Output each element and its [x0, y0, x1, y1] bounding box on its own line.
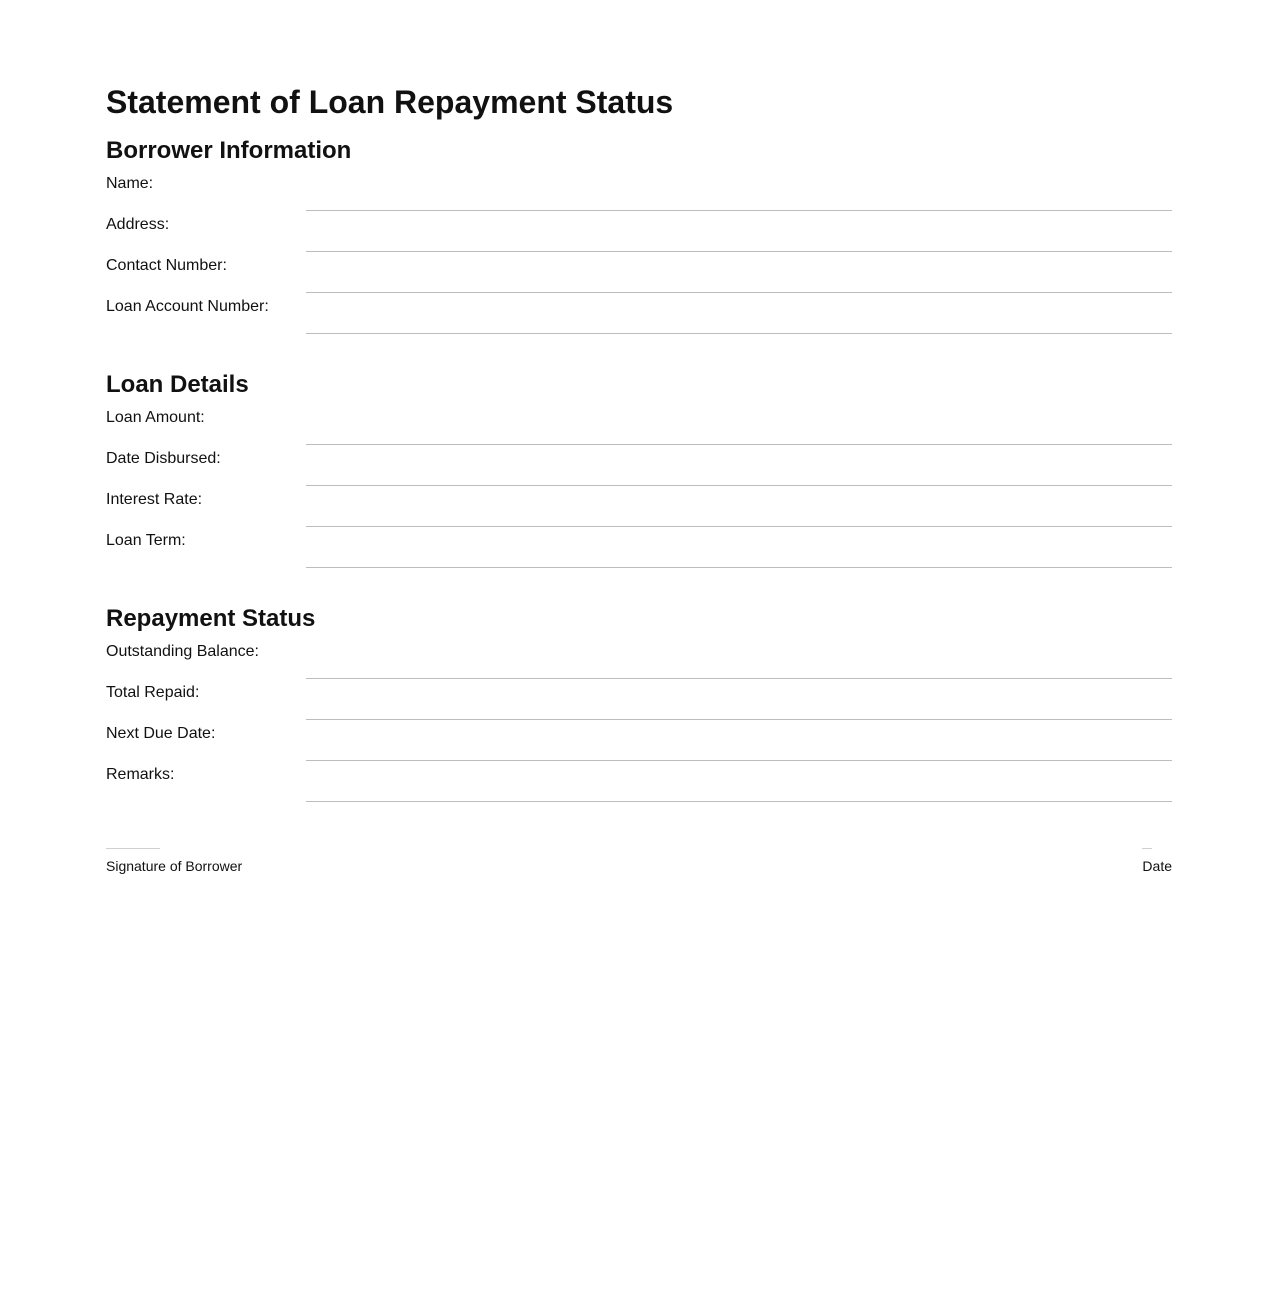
signature-line[interactable]: [106, 848, 160, 849]
remarks-field[interactable]: [306, 785, 1172, 802]
field-row-date-disbursed: [106, 446, 1172, 487]
field-row-next-due-date: [106, 721, 1172, 762]
document-title: Statement of Loan Repayment Status: [106, 84, 674, 120]
date-line[interactable]: [1142, 848, 1152, 849]
field-row-contact-number: [106, 253, 1172, 294]
section-title: Repayment Status: [106, 605, 316, 632]
contact-number-field[interactable]: [306, 276, 1172, 293]
field-label: Loan Account Number:: [106, 298, 269, 315]
field-list: [106, 405, 1172, 569]
date-disbursed-field[interactable]: [306, 469, 1172, 486]
section-borrower-information: [106, 136, 1172, 335]
field-row-loan-term: [106, 528, 1172, 569]
field-row-outstanding-balance: [106, 639, 1172, 680]
field-row-loan-account-number: [106, 294, 1172, 335]
borrower-signature-block: [106, 848, 242, 874]
field-label: Outstanding Balance:: [106, 643, 259, 660]
date-label: Date: [1142, 858, 1172, 874]
field-row-remarks: [106, 762, 1172, 803]
loan-amount-field[interactable]: [306, 428, 1172, 445]
field-label: Loan Amount:: [106, 409, 205, 426]
name-field[interactable]: [306, 194, 1172, 211]
outstanding-balance-field[interactable]: [306, 662, 1172, 679]
loan-term-field[interactable]: [306, 551, 1172, 568]
document-content: [106, 82, 1172, 803]
field-row-name: [106, 171, 1172, 212]
section-loan-details: [106, 370, 1172, 569]
field-label: Date Disbursed:: [106, 450, 221, 467]
field-label: Remarks:: [106, 766, 175, 783]
field-label: Total Repaid:: [106, 684, 200, 701]
field-row-total-repaid: [106, 680, 1172, 721]
field-row-interest-rate: [106, 487, 1172, 528]
signature-label: Signature of Borrower: [106, 858, 243, 874]
section-title: Loan Details: [106, 371, 249, 398]
next-due-date-field[interactable]: [306, 744, 1172, 761]
field-label: Contact Number:: [106, 257, 227, 274]
section-title: Borrower Information: [106, 137, 352, 164]
section-repayment-status: [106, 604, 1172, 803]
field-label: Interest Rate:: [106, 491, 203, 508]
interest-rate-field[interactable]: [306, 510, 1172, 527]
loan-account-number-field[interactable]: [306, 317, 1172, 334]
field-label: Name:: [106, 175, 154, 192]
field-label: Next Due Date:: [106, 725, 216, 742]
total-repaid-field[interactable]: [306, 703, 1172, 720]
address-field[interactable]: [306, 235, 1172, 252]
field-row-loan-amount: [106, 405, 1172, 446]
date-signature-block: [1142, 848, 1172, 874]
signature-area: [106, 848, 1172, 878]
field-label: Address:: [106, 216, 170, 233]
field-list: [106, 639, 1172, 803]
field-row-address: [106, 212, 1172, 253]
field-list: [106, 171, 1172, 335]
field-label: Loan Term:: [106, 532, 186, 549]
